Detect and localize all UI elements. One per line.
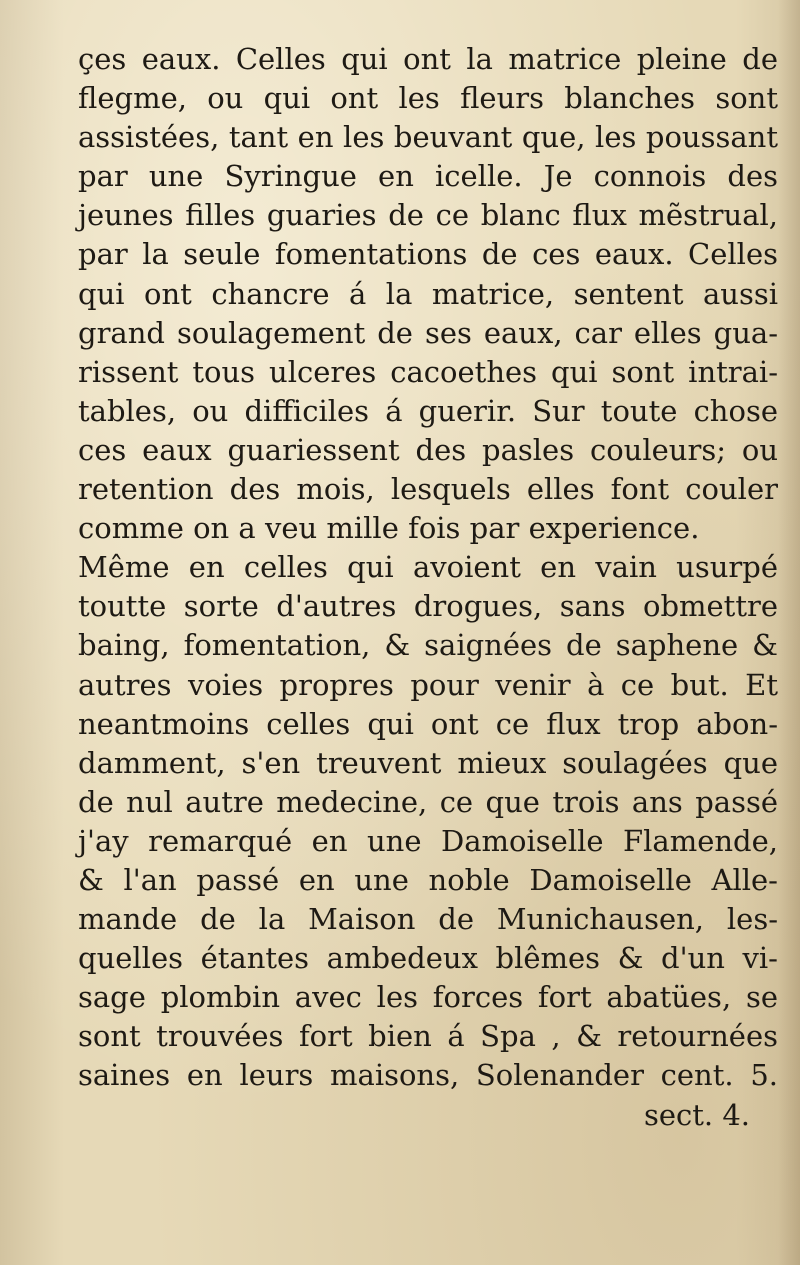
text-line: par la seule fomentations de ces eaux. Celles <box>78 237 778 272</box>
text-line: comme on a veu mille fois par experience. <box>78 511 700 546</box>
text-line: rissent tous ulceres cacoethes qui sont intrai- <box>78 354 778 389</box>
text-line: j'ay remarqué en une Damoiselle Flamende, <box>78 823 778 858</box>
page-text <box>78 40 778 1135</box>
text-line: autres voies propres pour venir à ce but. Et <box>78 667 778 702</box>
text-line: quelles étantes ambedeux blêmes & d'un vi- <box>78 941 778 976</box>
text-line: neantmoins celles qui ont ce flux trop abon- <box>78 706 778 741</box>
section-reference: sect. 4. <box>643 1097 750 1132</box>
text-line: flegme, ou qui ont les fleurs blanches sont <box>78 81 778 116</box>
text-line: tables, ou difficiles á guerir. Sur toute chose <box>78 393 778 428</box>
text-line: sage plombin avec les forces fort abatües, se <box>78 980 778 1015</box>
text-line: qui ont chancre á la matrice, sentent aussi <box>78 276 778 311</box>
text-line: jeunes filles guaries de ce blanc flux mẽstrual, <box>78 198 778 233</box>
text-line: toutte sorte d'autres drogues, sans obmettre <box>78 589 778 624</box>
text-line: retention des mois, lesquels elles font couler <box>78 472 778 507</box>
text-line: par une Syringue en icelle. Je connois des <box>78 159 778 194</box>
text-line: ces eaux guariessent des pasles couleurs; ou <box>78 432 778 467</box>
text-line: mande de la Maison de Munichausen, les- <box>78 902 778 937</box>
text-line: damment, s'en treuvent mieux soulagées que <box>78 745 778 780</box>
text-line: saines en leurs maisons, Solenander cent. 5. <box>78 1058 778 1093</box>
text-line: de nul autre medecine, ce que trois ans passé <box>78 784 778 819</box>
text-line: çes eaux. Celles qui ont la matrice pleine de <box>78 42 778 76</box>
text-line: & l'an passé en une noble Damoiselle Alle- <box>78 862 778 897</box>
text-line: baing, fomentation, & saignées de saphene & <box>78 628 778 663</box>
text-line: grand soulagement de ses eaux, car elles gua- <box>78 315 778 350</box>
text-line: Même en celles qui avoient en vain usurpé <box>78 550 778 585</box>
page-edge-shadow <box>778 0 800 1265</box>
text-line: sont trouvées fort bien á Spa , & retournées <box>78 1019 778 1054</box>
text-line: assistées, tant en les beuvant que, les poussant <box>78 120 778 155</box>
